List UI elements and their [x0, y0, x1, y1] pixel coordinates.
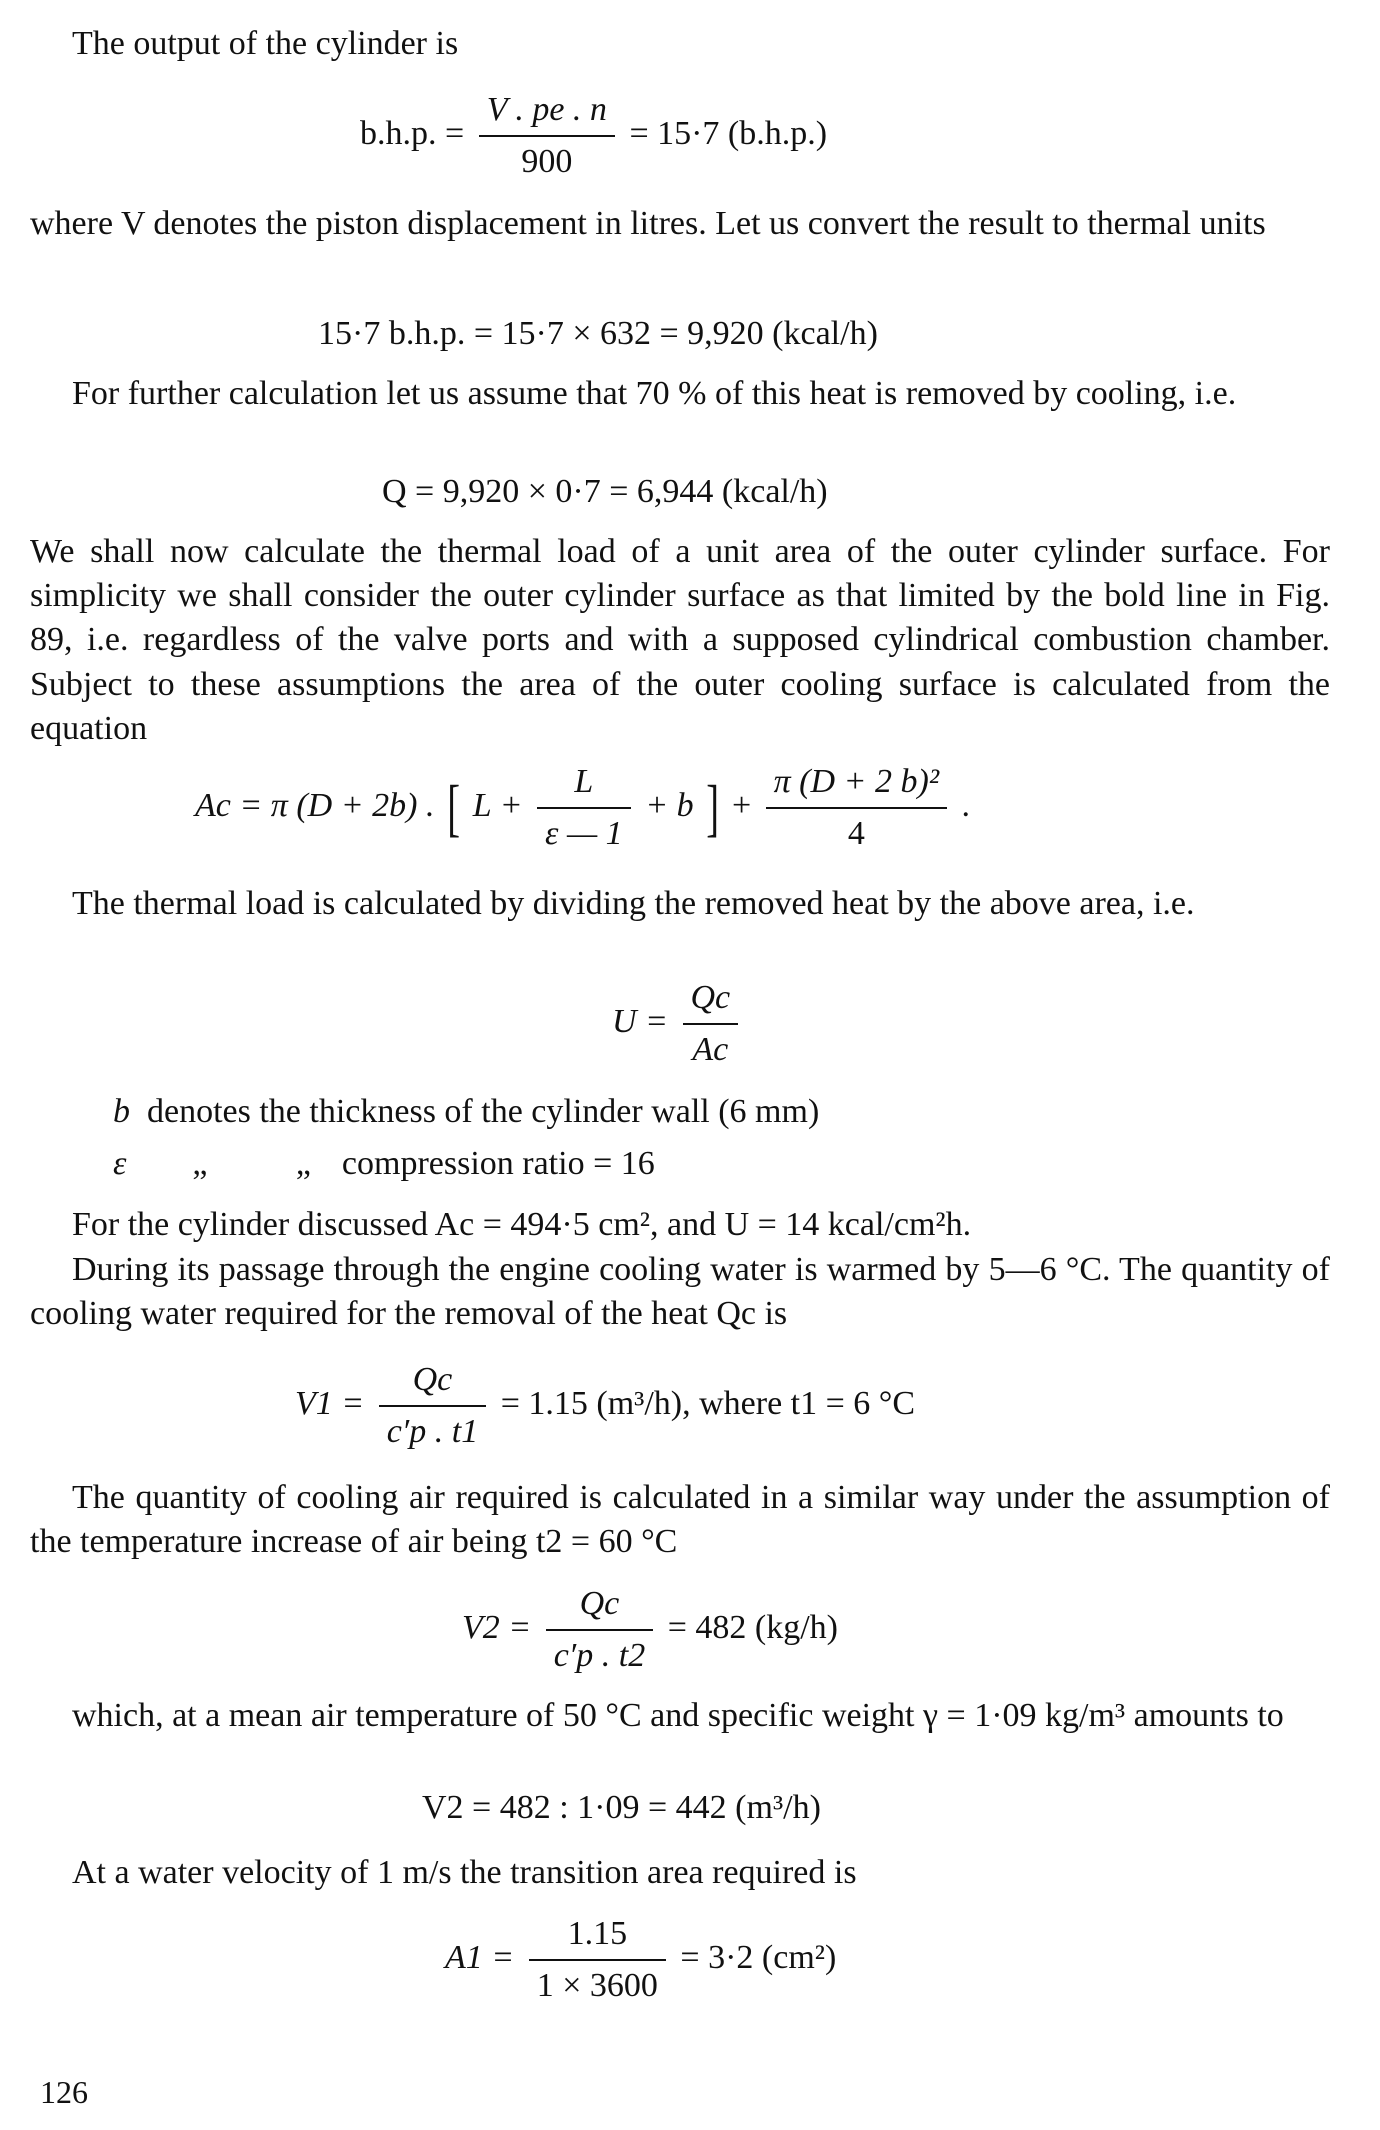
paragraph-thermal-load-division: The thermal load is calculated by dividing the removed heat by the above area, i.e.	[72, 885, 1195, 922]
definition-epsilon: ε „ „ compression ratio = 16	[113, 1145, 655, 1182]
equation-heat-removed: Q = 9,920 × 0·7 = 6,944 (kcal/h)	[382, 473, 828, 510]
paragraph-output: The output of the cylinder is	[72, 25, 459, 62]
paragraph-cooling-air: The quantity of cooling air required is calculated in a similar way under the assumption of the temperature increase of air being t2 = 60 °C	[30, 1479, 1330, 1561]
paragraph-results: For the cylinder discussed Ac = 494·5 cm², and U = 14 kcal/cm²h.	[72, 1206, 972, 1243]
paragraph-thermal-load: We shall now calculate the thermal load of a unit area of the outer cylinder surface. For simplicity we shall consider the outer cylinder surface as that limited by the bold line in Fig. 89, i.e. regardless of the valve ports and with a supposed cylindrical combustion chamber. Subject to these assumptions the area of the outer cooling surface is calculated from the equation	[30, 533, 1330, 747]
paragraph-specific-weight: which, at a mean air temperature of 50 °C and specific weight γ = 1·09 kg/m³ amounts to	[72, 1697, 1284, 1734]
equation-kcal: 15·7 b.h.p. = 15·7 × 632 = 9,920 (kcal/h)	[318, 315, 878, 352]
paragraph-cooling-water: During its passage through the engine cooling water is warmed by 5—6 °C. The quantity of cooling water required for the removal of the heat Qc is	[30, 1251, 1330, 1333]
equation-bhp: b.h.p. = $\frac{V . pe . n}{900}$ = 15·7 (b.h.p.)	[360, 88, 827, 184]
page-number: 126	[40, 2074, 88, 2110]
equation-V2: V2 = $\frac{Qc}{c'p . t2}$ = 482 (kg/h)	[462, 1582, 838, 1678]
equation-A1: A1 = $\frac{1.15}{1 \times 3600}$ = 3·2 (cm²)	[445, 1912, 836, 2008]
paragraph-cooling-assumption: For further calculation let us assume that 70 % of this heat is removed by cooling, i.e.	[72, 375, 1237, 412]
equation-cooling-area: Ac = π (D + 2b) . [ L + $\frac{L}{\varepsilon — 1}$ + b ] + $\frac{\text{π (D + 2 b)²}}{4}$ .	[195, 760, 970, 856]
equation-V2-volume: V2 = 482 : 1·09 = 442 (m³/h)	[422, 1789, 821, 1826]
equation-V1: V1 = $\frac{Qc}{c'p . t1}$ = 1.15 (m³/h), where t1 = 6 °C	[295, 1358, 915, 1454]
paragraph-piston-displacement: where V denotes the piston displacement in litres. Let us convert the result to thermal units	[30, 205, 1266, 242]
equation-U: U = $\frac{Qc}{Ac}$	[612, 976, 744, 1072]
paragraph-water-velocity: At a water velocity of 1 m/s the transition area required is	[72, 1854, 857, 1891]
definition-b: b denotes the thickness of the cylinder wall (6 mm)	[113, 1093, 820, 1130]
